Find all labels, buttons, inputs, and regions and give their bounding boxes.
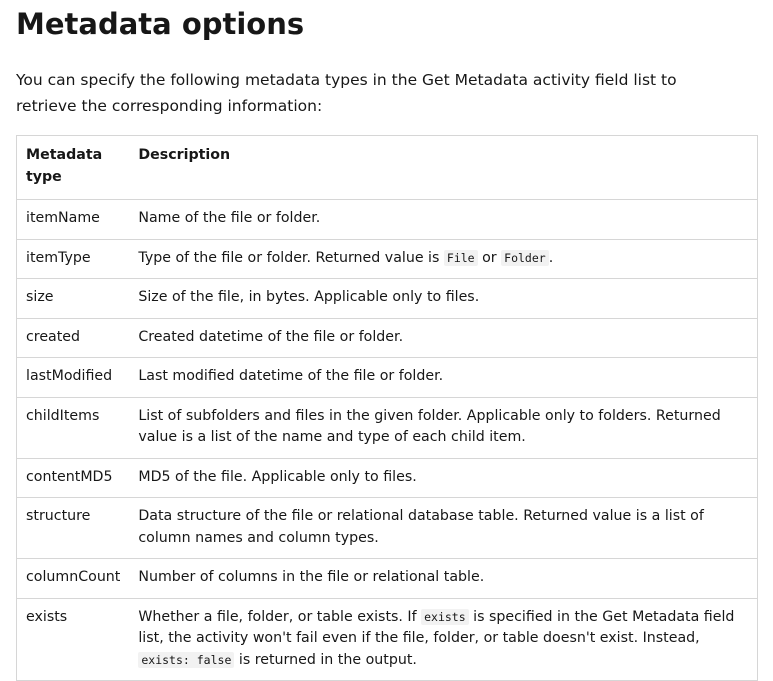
table-row bbox=[17, 318, 758, 358]
description-cell bbox=[129, 498, 757, 559]
description-text: Type of the file or folder. Returned value is bbox=[138, 249, 444, 266]
inline-code: exists: false bbox=[138, 652, 234, 668]
metadata-type-cell: created bbox=[17, 318, 130, 358]
header-metadata-type: Metadata type bbox=[17, 136, 130, 200]
description-cell bbox=[129, 200, 757, 240]
metadata-table bbox=[16, 135, 758, 681]
description-cell bbox=[129, 598, 757, 681]
table-row bbox=[17, 559, 758, 599]
description-cell bbox=[129, 358, 757, 398]
table-header bbox=[17, 136, 758, 200]
metadata-type-cell: structure bbox=[17, 498, 130, 559]
table-body bbox=[17, 200, 758, 681]
inline-code: exists bbox=[421, 609, 469, 625]
description-cell bbox=[129, 559, 757, 599]
table-row bbox=[17, 279, 758, 319]
metadata-type-cell: itemType bbox=[17, 239, 130, 279]
metadata-type-cell: columnCount bbox=[17, 559, 130, 599]
metadata-type-cell: contentMD5 bbox=[17, 458, 130, 498]
description-text: Number of columns in the file or relational table. bbox=[138, 569, 485, 585]
description-cell bbox=[129, 318, 757, 358]
description-text: Data structure of the file or relational database table. Returned value is a list of column names and column types. bbox=[138, 508, 704, 546]
description-cell bbox=[129, 239, 757, 279]
description-text: List of subfolders and files in the given folder. Applicable only to folders. Returned value is a list of the name and type of each child item. bbox=[138, 407, 721, 445]
table-header-row bbox=[17, 136, 758, 200]
table-row bbox=[17, 458, 758, 498]
metadata-type-cell: exists bbox=[17, 598, 130, 681]
table-row bbox=[17, 397, 758, 458]
description-cell bbox=[129, 397, 757, 458]
description-text: Whether a file, folder, or table exists. If bbox=[138, 608, 422, 625]
page-title: Metadata options bbox=[16, 7, 305, 41]
table-row bbox=[17, 498, 758, 559]
metadata-type-cell: itemName bbox=[17, 200, 130, 240]
table-row bbox=[17, 358, 758, 398]
intro-paragraph: You can specify the following metadata types in the Get Metadata activity field list to retrieve the corresponding information: bbox=[16, 71, 677, 115]
description-text: Created datetime of the file or folder. bbox=[138, 328, 404, 345]
description-text: MD5 of the file. Applicable only to files. bbox=[138, 468, 417, 485]
description-cell bbox=[129, 458, 757, 498]
description-text: or bbox=[477, 249, 502, 266]
metadata-type-cell: childItems bbox=[17, 397, 130, 458]
description-text: is specified in the Get Metadata field list, the activity won't fail even if the file, folder, or table doesn't exist. Instead, bbox=[138, 608, 735, 646]
metadata-type-cell: lastModified bbox=[17, 358, 130, 398]
header-description: Description bbox=[129, 136, 757, 200]
description-text: is returned in the output. bbox=[234, 651, 417, 668]
inline-code: Folder bbox=[501, 250, 549, 266]
description-text: . bbox=[548, 249, 554, 266]
table-row bbox=[17, 598, 758, 681]
description-cell bbox=[129, 279, 757, 319]
description-text: Last modified datetime of the file or folder. bbox=[138, 368, 444, 384]
metadata-type-cell: size bbox=[17, 279, 130, 319]
table-row bbox=[17, 239, 758, 279]
description-text: Size of the file, in bytes. Applicable only to files. bbox=[138, 289, 480, 305]
table-row bbox=[17, 200, 758, 240]
inline-code: File bbox=[444, 250, 478, 266]
description-text: Name of the file or folder. bbox=[138, 210, 321, 226]
